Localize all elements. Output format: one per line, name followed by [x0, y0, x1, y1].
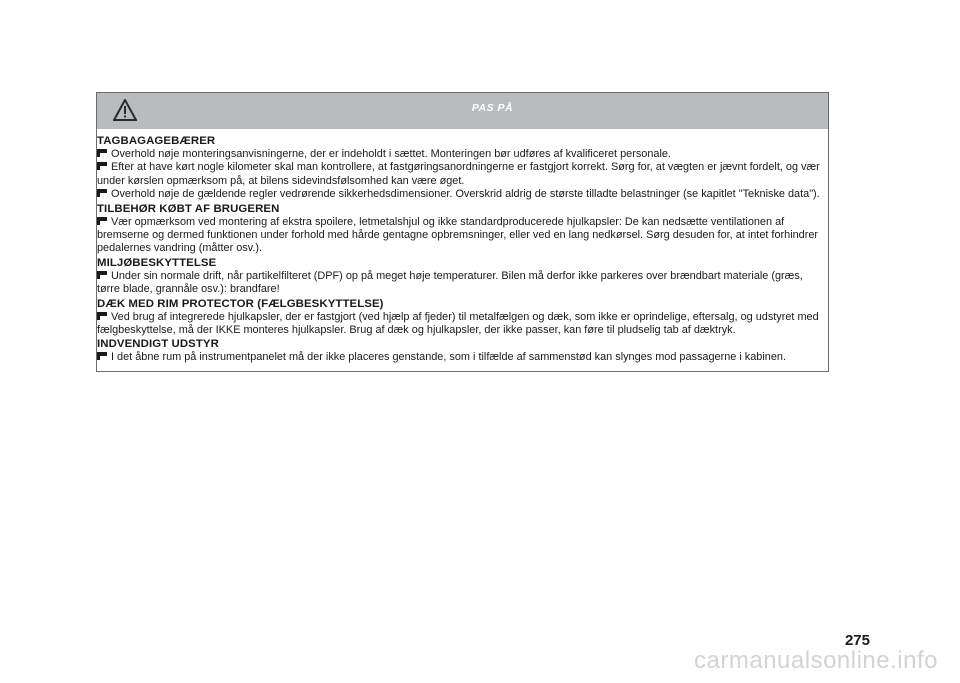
section-heading: MILJØBESKYTTELSE [97, 256, 217, 269]
section-heading: INDVENDIGT UDSTYR [97, 338, 219, 351]
bullet-icon [97, 162, 107, 169]
list-item: Ved brug af integrerede hjulkapsler, der er fastgjort (ved hjælp af fjeder) til metalfælgen og dæk, som ikke er oprindelige, eftersalg, og udstyret med fælgbeskyttelse, må der IKKE monteres hjulkapsler. Brug af dæk og hjulkapsler, der ikke passer, kan føre til pludselig tab af dæktryk. [97, 310, 819, 337]
warning-header [97, 93, 828, 129]
warning-body [97, 129, 828, 371]
section-heading: TAGBAGAGEBÆRER [97, 135, 216, 147]
list-item: Under sin normale drift, når partikelfilteret (DPF) op på meget høje temperaturer. Bilen må derfor ikke parkeres over brændbart materiale (græs, tørre blade, grannåle osv.): brandfare! [97, 269, 803, 296]
list-item: Efter at have kørt nogle kilometer skal man kontrollere, at fastgøringsanordningerne er fastgjort korrekt. Sørg for, at vægten er jævnt fordelt, og vær under kørslen opmærksom på, at bilens sidevindsfølsomhed kan være øget. [97, 161, 820, 187]
section-heading: DÆK MED RIM PROTECTOR (FÆLGBESKYTTELSE) [97, 297, 384, 310]
section-heading: TILBEHØR KØBT AF BRUGEREN [97, 202, 280, 215]
bullet-icon [97, 312, 107, 319]
list-item: I det åbne rum på instrumentpanelet må der ikke placeres genstande, som i tilfælde af sammenstød kan slynges mod passagerne i kabinen. [97, 351, 825, 364]
bullet-icon [97, 217, 107, 224]
bullet-icon [97, 189, 107, 196]
warning-title: PAS PÅ [471, 102, 514, 114]
list-item: Overhold nøje monteringsanvisningerne, der er indeholdt i sættet. Monteringen bør udføres af kvalificeret personale. [97, 148, 825, 161]
bullet-icon [97, 149, 107, 156]
list-item: Vær opmærksom ved montering af ekstra spoilere, letmetalshjul og ikke standardproducerede hjulkapsler: De kan nedsætte ventilationen af bremserne og dermed funktionen under forhold med hårde gentagne opbremsninger, eller ved en lang nedkørsel. Sørg desuden for, at intet forhindrer pedalernes vandring (måtter osv.). [97, 215, 819, 255]
warning-box [96, 92, 829, 372]
bullet-icon [97, 352, 107, 359]
watermark[interactable]: carmanualsonline.info [694, 647, 938, 674]
list-item: Overhold nøje de gældende regler vedrørende sikkerhedsdimensioner. Overskrid aldrig de største tilladte belastninger (se kapitlet "Tekniske data"). [97, 188, 825, 201]
page-number: 275 [844, 632, 870, 649]
bullet-icon [97, 271, 107, 278]
